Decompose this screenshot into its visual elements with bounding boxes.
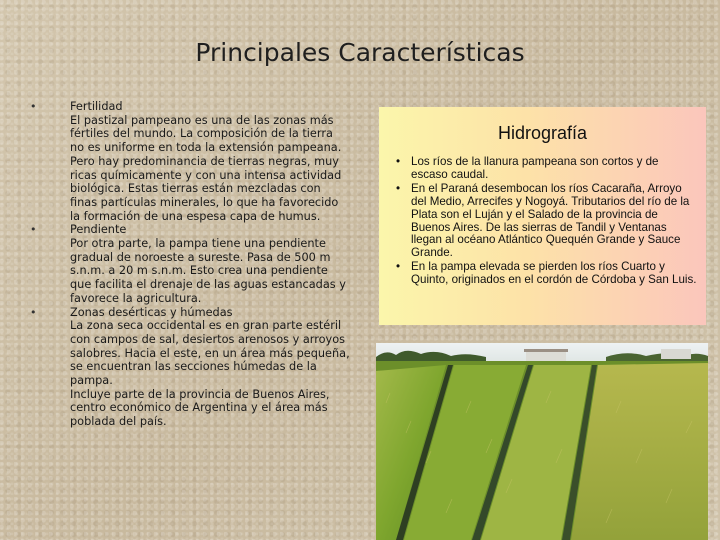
hidrografia-item xyxy=(379,156,706,182)
farm-building xyxy=(661,349,691,359)
bullet-text: Por otra parte, la pampa tiene una pendiente gradual de noroeste a sureste. Pasa de 500 m s.n.m. a 20 m s.n.m. Esto crea una pendiente que facilita el drenaje de las aguas estancadas y favorece la agricultura. xyxy=(70,237,346,305)
farm-building-roof xyxy=(524,349,568,352)
bullet-dot: • xyxy=(30,305,37,319)
bullet-text: La zona seca occidental es en gran parte estéril con campos de sal, desiertos arenosos y arroyos salobres. Hacia el este, en un área más pequeña, se encuentran las secciones húmedas de la pampa. xyxy=(70,319,350,388)
bullet-item-zonas xyxy=(30,306,350,429)
hidrografia-item xyxy=(379,261,706,287)
bullet-item-fertilidad xyxy=(30,100,350,223)
bullet-heading: Zonas desérticas y húmedas xyxy=(70,305,233,319)
hidrografia-item-text: En el Paraná desembocan los ríos Cacaraña, Arroyo del Medio, Arrecifes y Nogoyá. Tributarios del río de la Plata son el Luján y el Salado de la provincia de Buenos Aires. De las sierras de Tandil y Ventanas llegan al océano Atlántico Quequén Grande y Sauce Grande. xyxy=(411,181,690,260)
bullet-dot: • xyxy=(396,181,401,195)
hidrografia-item-text: Los ríos de la llanura pampeana son cortos y de escaso caudal. xyxy=(411,155,659,181)
bullet-heading: Pendiente xyxy=(70,223,127,237)
bullet-dot: • xyxy=(30,100,37,113)
rice-field-image xyxy=(376,343,708,540)
bullet-text-extra: Incluye parte de la provincia de Buenos Aires, centro económico de Argentina y el área más poblada del país. xyxy=(70,387,330,429)
hidrografia-panel xyxy=(379,107,706,325)
rice-field-photo xyxy=(376,343,708,540)
bullet-dot: • xyxy=(30,223,37,237)
bullet-dot: • xyxy=(396,260,401,274)
hidrografia-title: Hidrografía xyxy=(497,123,588,143)
bullet-dot: • xyxy=(396,155,401,168)
farm-building xyxy=(526,351,566,361)
hidrografia-item-text: En la pampa elevada se pierden los ríos Cuarto y Quinto, originados en el cordón de Córdoba y San Luis. xyxy=(411,260,697,287)
bullet-list xyxy=(30,100,350,429)
hidrografia-item xyxy=(379,183,706,260)
bullet-text: El pastizal pampeano es una de las zonas más fértiles del mundo. La composición de la tierra no es uniforme en toda la extensión pampeana. Pero hay predominancia de tierras negras, muy ricas químicamente y con una intensa actividad biológica. Estas tierras están mezcladas con finas partículas minerales, lo que ha favorecido la formación de una espesa capa de humus. xyxy=(70,113,342,223)
bullet-item-pendiente xyxy=(30,223,350,305)
slide-title: Principales Características xyxy=(195,38,525,67)
hidrografia-list xyxy=(379,156,706,287)
bullet-heading: Fertilidad xyxy=(70,100,123,113)
